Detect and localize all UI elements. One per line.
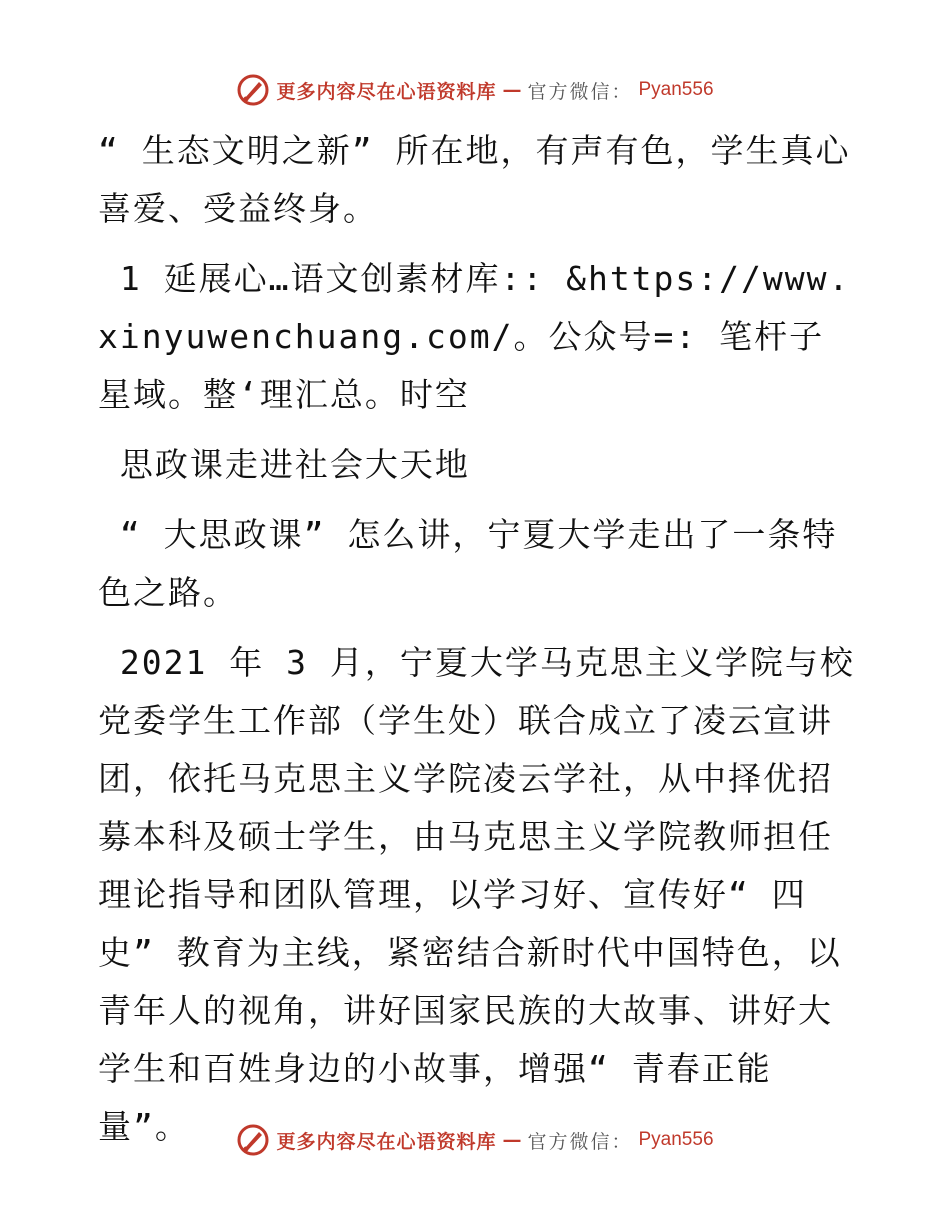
- paragraph-1: “ 生态文明之新” 所在地，有声有色，学生真心喜爱、受益终身。: [98, 131, 851, 228]
- watermark-id: Pyan556: [638, 79, 714, 100]
- watermark-id: Pyan556: [638, 1129, 714, 1150]
- footer-watermark: [0, 1120, 950, 1160]
- brush-logo-icon: [236, 73, 270, 107]
- watermark-sub-text: 官方微信：: [527, 80, 633, 103]
- header-watermark: [0, 70, 950, 110]
- brush-logo-icon: [236, 1123, 270, 1157]
- watermark-dash: —: [502, 79, 522, 101]
- watermark-dash: —: [502, 1129, 522, 1151]
- watermark-main-text: 更多内容尽在心语资料库: [276, 80, 497, 103]
- document-body: [98, 122, 858, 1168]
- watermark-main-text: 更多内容尽在心语资料库: [276, 1130, 497, 1153]
- paragraph-3: 思政课走进社会大天地: [98, 445, 470, 484]
- paragraph-5: 2021 年 3 月，宁夏大学马克思主义学院与校党委学生工作部（学生处）联合成立了凌云宣讲团，依托马克思主义学院凌云学社，从中择优招募本科及硕士学生，由马克思主义学院教师担任理论指导和团队管理，以学习好、宣传好“ 四史” 教育为主线，紧密结合新时代中国特色，以青年人的视角，讲好国家民族的大故事、讲好大学生和百姓身边的小故事，增强“ 青春正能量”。: [98, 643, 855, 1146]
- paragraph-4: “ 大思政课” 怎么讲，宁夏大学走出了一条特色之路。: [98, 515, 838, 612]
- paragraph-2: 1 延展心…语文创素材库:: &https://www.xinyuwenchuang.com/。公众号=: 笔杆子星域。整‘理汇总。时空: [98, 259, 851, 414]
- watermark-sub-text: 官方微信：: [527, 1130, 633, 1153]
